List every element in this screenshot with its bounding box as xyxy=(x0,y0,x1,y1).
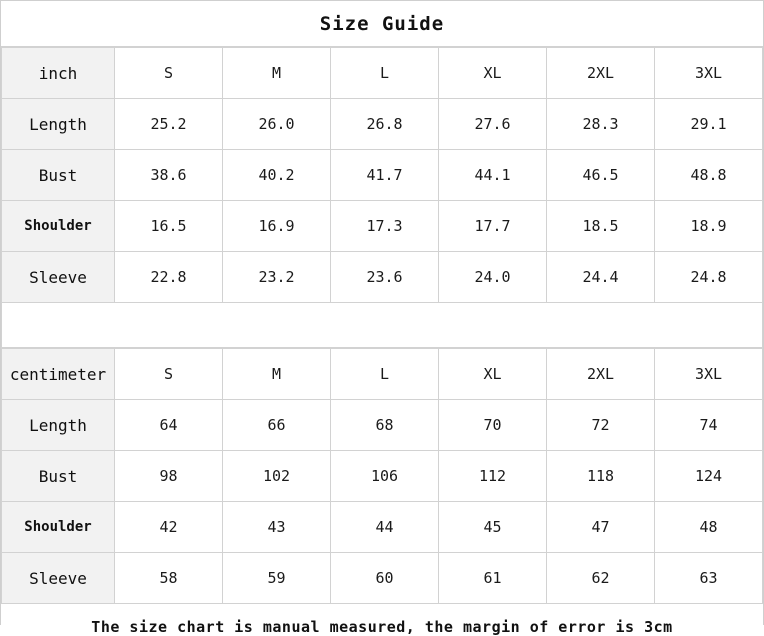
cell-bust-l: 106 xyxy=(331,451,439,502)
cell-shoulder-3xl: 18.9 xyxy=(655,201,763,252)
cell-shoulder-s: 16.5 xyxy=(115,201,223,252)
cell-bust-l: 41.7 xyxy=(331,150,439,201)
table-row xyxy=(2,252,763,303)
cell-length-2xl: 28.3 xyxy=(547,99,655,150)
table-separator xyxy=(1,303,763,348)
cell-bust-s: 38.6 xyxy=(115,150,223,201)
row-label-shoulder: Shoulder xyxy=(2,502,115,553)
table-row xyxy=(2,451,763,502)
table-row xyxy=(2,150,763,201)
size-header-xl: XL xyxy=(439,349,547,400)
cell-sleeve-xl: 61 xyxy=(439,553,547,604)
unit-label-centimeter: centimeter xyxy=(2,349,115,400)
size-header-3xl: 3XL xyxy=(655,48,763,99)
cell-length-l: 26.8 xyxy=(331,99,439,150)
cell-length-xl: 70 xyxy=(439,400,547,451)
cell-shoulder-xl: 45 xyxy=(439,502,547,553)
size-header-s: S xyxy=(115,48,223,99)
cell-length-l: 68 xyxy=(331,400,439,451)
cell-length-2xl: 72 xyxy=(547,400,655,451)
size-table-inch xyxy=(1,47,763,303)
cell-length-xl: 27.6 xyxy=(439,99,547,150)
row-label-length: Length xyxy=(2,400,115,451)
size-tables-container xyxy=(1,46,763,604)
size-header-2xl: 2XL xyxy=(547,48,655,99)
table-row xyxy=(2,400,763,451)
row-label-length: Length xyxy=(2,99,115,150)
row-label-shoulder: Shoulder xyxy=(2,201,115,252)
cell-shoulder-m: 43 xyxy=(223,502,331,553)
cell-shoulder-2xl: 47 xyxy=(547,502,655,553)
cell-sleeve-s: 22.8 xyxy=(115,252,223,303)
cell-sleeve-2xl: 62 xyxy=(547,553,655,604)
row-label-bust: Bust xyxy=(2,451,115,502)
cell-shoulder-l: 44 xyxy=(331,502,439,553)
row-label-sleeve: Sleeve xyxy=(2,252,115,303)
table-row xyxy=(2,201,763,252)
cell-shoulder-2xl: 18.5 xyxy=(547,201,655,252)
cell-length-3xl: 29.1 xyxy=(655,99,763,150)
cell-sleeve-3xl: 63 xyxy=(655,553,763,604)
cell-length-m: 26.0 xyxy=(223,99,331,150)
size-header-s: S xyxy=(115,349,223,400)
size-header-m: M xyxy=(223,349,331,400)
size-header-3xl: 3XL xyxy=(655,349,763,400)
measurement-disclaimer: The size chart is manual measured, the margin of error is 3cm xyxy=(1,604,763,636)
cell-bust-2xl: 118 xyxy=(547,451,655,502)
row-label-bust: Bust xyxy=(2,150,115,201)
size-header-xl: XL xyxy=(439,48,547,99)
cell-length-m: 66 xyxy=(223,400,331,451)
cell-sleeve-m: 59 xyxy=(223,553,331,604)
size-header-l: L xyxy=(331,349,439,400)
cell-shoulder-s: 42 xyxy=(115,502,223,553)
size-header-l: L xyxy=(331,48,439,99)
cell-sleeve-xl: 24.0 xyxy=(439,252,547,303)
cell-sleeve-s: 58 xyxy=(115,553,223,604)
cell-sleeve-2xl: 24.4 xyxy=(547,252,655,303)
cell-length-3xl: 74 xyxy=(655,400,763,451)
cell-shoulder-xl: 17.7 xyxy=(439,201,547,252)
table-row xyxy=(2,99,763,150)
cell-sleeve-l: 23.6 xyxy=(331,252,439,303)
cell-bust-2xl: 46.5 xyxy=(547,150,655,201)
unit-label-inch: inch xyxy=(2,48,115,99)
table-header-row xyxy=(2,48,763,99)
cell-length-s: 25.2 xyxy=(115,99,223,150)
cell-length-s: 64 xyxy=(115,400,223,451)
cell-bust-xl: 44.1 xyxy=(439,150,547,201)
cell-shoulder-m: 16.9 xyxy=(223,201,331,252)
size-header-2xl: 2XL xyxy=(547,349,655,400)
cell-bust-3xl: 124 xyxy=(655,451,763,502)
cell-sleeve-m: 23.2 xyxy=(223,252,331,303)
cell-bust-xl: 112 xyxy=(439,451,547,502)
table-row xyxy=(2,502,763,553)
size-header-m: M xyxy=(223,48,331,99)
table-header-row xyxy=(2,349,763,400)
table-row xyxy=(2,553,763,604)
cell-bust-3xl: 48.8 xyxy=(655,150,763,201)
cell-bust-m: 102 xyxy=(223,451,331,502)
row-label-sleeve: Sleeve xyxy=(2,553,115,604)
size-table-centimeter xyxy=(1,348,763,604)
page-title: Size Guide xyxy=(1,1,763,46)
cell-bust-s: 98 xyxy=(115,451,223,502)
cell-sleeve-l: 60 xyxy=(331,553,439,604)
cell-sleeve-3xl: 24.8 xyxy=(655,252,763,303)
cell-bust-m: 40.2 xyxy=(223,150,331,201)
cell-shoulder-l: 17.3 xyxy=(331,201,439,252)
cell-shoulder-3xl: 48 xyxy=(655,502,763,553)
